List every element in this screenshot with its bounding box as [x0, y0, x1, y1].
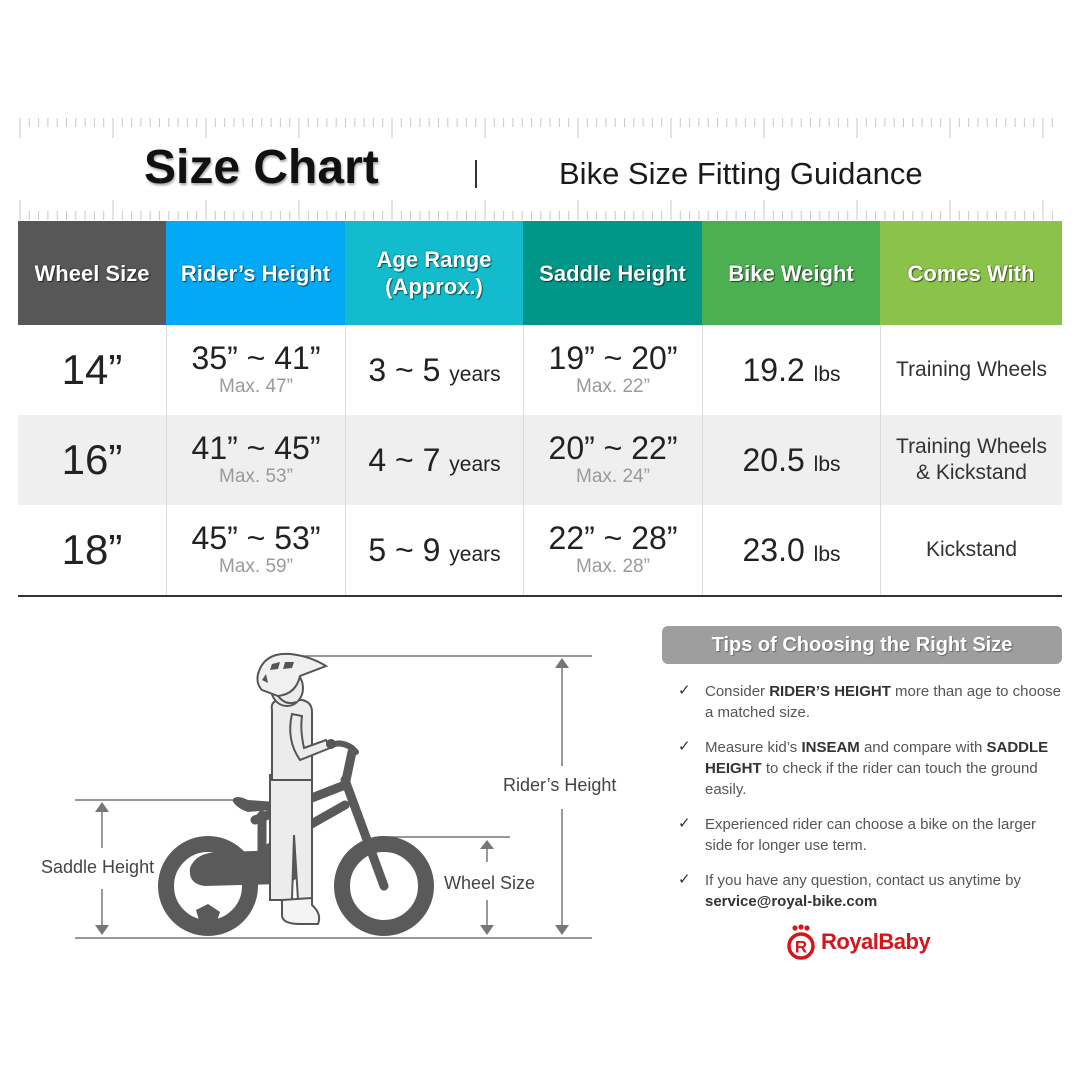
tips-panel: [662, 626, 1062, 926]
tip-item: ✓ If you have any question, contact us anytime by service@royal-bike.com: [678, 871, 1022, 910]
cell-saddle-height: 19” ~ 20” Max. 22”: [523, 325, 702, 415]
page-subtitle: Bike Size Fitting Guidance: [559, 156, 923, 191]
cell-comes-with: Training Wheels & Kickstand: [880, 415, 1062, 505]
cell-wheel-size: 14”: [61, 346, 123, 393]
tips-title: Tips of Choosing the Right Size: [662, 626, 1062, 664]
diagram-label-saddle-height: Saddle Height: [41, 857, 155, 877]
header-ruler-band: [18, 112, 1062, 220]
column-header-saddle-height: Saddle Height: [523, 221, 702, 325]
size-chart-table: [18, 221, 1062, 597]
diagram-label-wheel-size: Wheel Size: [444, 873, 536, 893]
cell-saddle-height: 22” ~ 28” Max. 28”: [523, 505, 702, 595]
checkmark-icon: ✓: [678, 815, 691, 832]
cell-saddle-height: 20” ~ 22” Max. 24”: [523, 415, 702, 505]
cell-bike-weight: 20.5 lbs: [702, 415, 880, 505]
table-row: [18, 505, 1062, 595]
cell-bike-weight: 23.0 lbs: [702, 505, 880, 595]
brand-name: RoyalBaby: [821, 929, 931, 954]
support-email-link[interactable]: service@royal-bike.com: [705, 893, 878, 910]
cell-riders-height: 41” ~ 45” Max. 53”: [166, 415, 345, 505]
tip-item: ✓ Measure kid’s INSEAM and compare with SADDLE HEIGHT to check if the rider can touch the ground easily.: [678, 738, 1049, 798]
page-title: Size Chart: [144, 141, 379, 194]
cell-wheel-size: 18”: [61, 526, 123, 573]
cell-bike-weight: 19.2 lbs: [702, 325, 880, 415]
ruler-top-decoration: [18, 116, 1062, 138]
crown-r-logo-icon: [786, 924, 816, 960]
bike-fit-diagram: [0, 620, 660, 960]
column-header-bike-weight: Bike Weight: [702, 221, 880, 325]
checkmark-icon: ✓: [678, 738, 691, 755]
checkmark-icon: ✓: [678, 682, 691, 699]
cell-riders-height: 45” ~ 53” Max. 59”: [166, 505, 345, 595]
cell-comes-with: Kickstand: [880, 505, 1062, 595]
column-header-riders-height: Rider’s Height: [166, 221, 345, 325]
cell-age-range: 5 ~ 9 years: [345, 505, 523, 595]
column-header-wheel-size: Wheel Size: [18, 221, 166, 325]
cell-comes-with: Training Wheels: [880, 325, 1062, 415]
column-header-age-range: Age Range (Approx.): [345, 221, 523, 325]
royalbaby-logo: [786, 924, 930, 960]
tips-list: [662, 681, 1062, 912]
table-row: [18, 415, 1062, 505]
tip-item: ✓ Experienced rider can choose a bike on the larger side for longer use term.: [678, 815, 1037, 854]
cell-age-range: 3 ~ 5 years: [345, 325, 523, 415]
cell-wheel-size: 16”: [61, 436, 123, 483]
svg-text:R: R: [794, 937, 808, 957]
ruler-bottom-decoration: [18, 198, 1062, 220]
checkmark-icon: ✓: [678, 871, 691, 888]
tip-item: ✓ Consider RIDER’S HEIGHT more than age to choose a matched size.: [678, 682, 1062, 721]
column-header-comes-with: Comes With: [880, 221, 1062, 325]
cell-riders-height: 35” ~ 41” Max. 47”: [166, 325, 345, 415]
diagram-label-riders-height: Rider’s Height: [503, 775, 617, 795]
cell-age-range: 4 ~ 7 years: [345, 415, 523, 505]
table-bottom-divider: [18, 595, 1062, 597]
title-divider: [475, 160, 477, 188]
table-row: [18, 325, 1062, 415]
table-header-row: [18, 221, 1062, 325]
